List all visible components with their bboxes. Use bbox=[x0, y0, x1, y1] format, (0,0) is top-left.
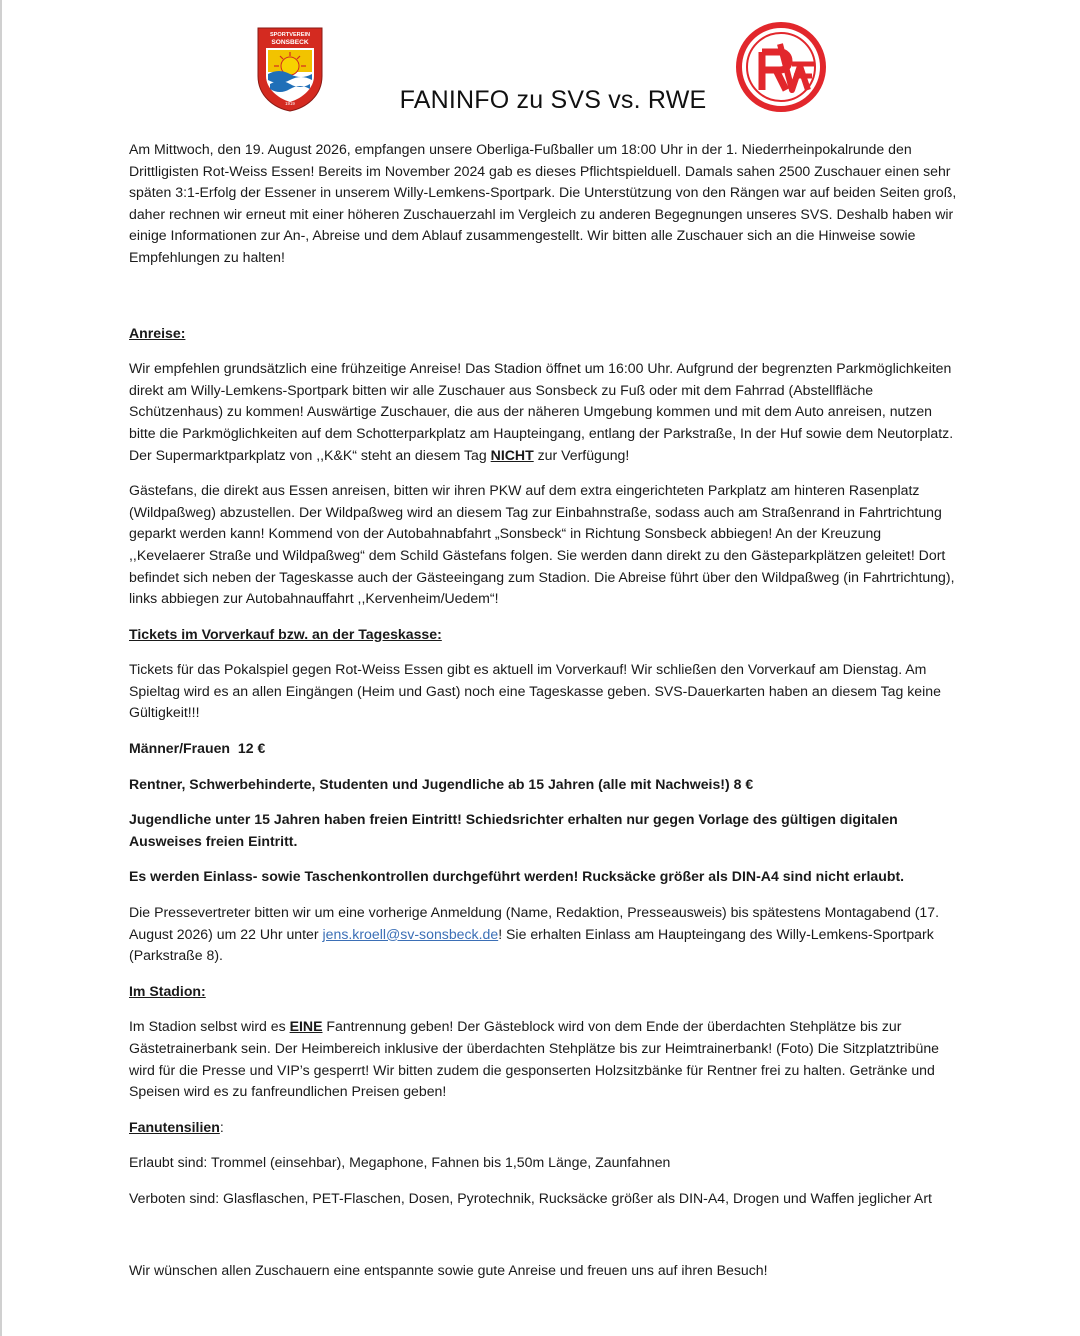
tickets-paragraph: Tickets für das Pokalspiel gegen Rot-Weiss Essen gibt es aktuell im Vorverkauf! Wir schließen den Vorverkauf am Dienstag. Am Spieltag wird es an allen Eingängen (Heim und Gast) noch eine Tageskasse geben. SVS-Dauerkarten haben an diesem Tag keine Gültigkeit!!! bbox=[129, 661, 941, 721]
stadion-emphasis: EINE bbox=[289, 1018, 323, 1035]
price-reduced: Rentner, Schwerbehinderte, Studenten und Jugendliche ab 15 Jahren (alle mit Nachweis!) 8 € bbox=[129, 775, 754, 792]
price-adults: Männer/Frauen 12 € bbox=[129, 740, 266, 757]
anreise-p1-text: Wir empfehlen grundsätzlich eine frühzeitige Anreise! Das Stadion öffnet um 16:00 Uhr. Aufgrund der begrenzten Parkmöglichkeiten direkt am Willy-Lemkens-Sportpark bitten wir alle Zuschauer aus Sonsbeck zu Fuß oder mit dem Fahrrad (Abstellfläche Schützenhaus) zu kommen! Auswärtige Zuschauer, die aus der näheren Umgebung kommen und mit dem Auto anreisen, nutzen bitte die Parkmöglichkeiten auf dem Schotterparkplatz am Haupteingang, entlang der Parkstraße, In der Huf sowie dem Neutorplatz. Der Supermarktparkplatz von ,,K&K“ steht an diesem Tag bbox=[129, 360, 954, 463]
press-paragraph bbox=[129, 902, 957, 967]
press-text-end: ! Sie erhalten Einlass am Haupteingang des Willy-Lemkens-Sportpark (Parkstraße 8). bbox=[129, 925, 934, 964]
anreise-paragraph-2: Gästefans, die direkt aus Essen anreisen, bitten wir ihren PKW auf dem extra eingerichteten Parkplatz am hinteren Rasenplatz (Wildpaßweg) abzustellen. Der Wildpaßweg wird an diesem Tag zur Einbahnstraße, sodass auch am Straßenrand in Fahrtrichtung geparkt werden kann! Kommend von der Autobahnabfahrt „Sonsbeck“ in Richtung Sonsbeck abbiegen! An der Kreuzung ,,Kevelaerer Straße und Wildpaßweg“ dem Schild Gästefans folgen. Sie werden dann direkt zu den Gästeparkplätzen geleitet! Dort befindet sich neben der Tageskasse auch der Gästeeingang zum Stadion. Die Abreise führt über den Wildpaßweg (in Fahrtrichtung), links abbiegen zur Autobahnauffahrt ,,Kervenheim/Uedem“! bbox=[129, 482, 955, 607]
fanutensilien-colon: : bbox=[219, 1118, 224, 1135]
intro-paragraph: Am Mittwoch, den 19. August 2026, empfangen unsere Oberliga-Fußballer um 18:00 Uhr in der 1. Niederrheinpokalrunde den Drittligisten Rot-Weiss Essen! Bereits im November 2024 gab es dieses Pflichtspielduell. Damals sahen 2500 Zuschauer einen sehr späten 3:1-Erfolg der Essener in unserem Willy-Lemkens-Sportpark. Die Unterstützung von den Rängen war auf beiden Seiten groß, daher rechnen wir erneut mit einer höheren Zuschauerzahl im Vergleich zu anderen Begegnungen unseres SVS. Deshalb haben wir einige Informationen zur An-, Abreise und dem Ablauf zusammengestellt. Wir bitten alle Zuschauer sich an die Hinweise sowie Empfehlungen zu halten! bbox=[129, 141, 957, 265]
press-text: Die Pressevertreter bitten wir um eine vorherige Anmeldung (Name, Redaktion, Presseausweis) bis spätestens Montagabend (17. August 2026) um 22 Uhr unter bbox=[129, 904, 940, 942]
svs-logo-year: 1919 bbox=[285, 101, 295, 106]
allowed-items: Erlaubt sind: Trommel (einsehbar), Megaphone, Fahnen bis 1,50m Länge, Zaunfahnen bbox=[129, 1154, 671, 1171]
stadion-paragraph bbox=[129, 1016, 957, 1102]
press-email-link[interactable]: jens.kroell@sv-sonsbeck.de bbox=[322, 925, 499, 942]
closing-line: Wir wünschen allen Zuschauern eine entspannte sowie gute Anreise und freuen uns auf ihren Besuch! bbox=[129, 1261, 768, 1278]
page-title: FANINFO zu SVS vs. RWE bbox=[399, 86, 707, 114]
stadion-text-end: Fantrennung geben! Der Gästeblock wird von dem Ende der überdachten Stehplätze bis zur Gästetrainerbank sein. Der Heimbereich inklusive der überdachten Stehplätze bis zur Heimtrainerbank! (Foto) Die Sitzplatztribüne wird für die Presse und VIP’s gesperrt! Wir bitten zudem die gesponserten Holzsitzbänke für Rentner frei zu halten. Getränke und Speisen wird es zu fanfreundlichen Preisen geben! bbox=[129, 1018, 939, 1100]
page-edge bbox=[0, 0, 2, 1336]
anreise-paragraph-1 bbox=[129, 358, 957, 466]
fanutensilien-heading-line bbox=[129, 1117, 957, 1139]
tickets-heading: Tickets im Vorverkauf bzw. an der Tageskasse: bbox=[129, 625, 442, 642]
free-entry-note: Jugendliche unter 15 Jahren haben freien Eintritt! Schiedsrichter erhalten nur gegen Vorlage des gültigen digitalen Ausweises freien Eintritt. bbox=[129, 811, 898, 849]
forbidden-items: Verboten sind: Glasflaschen, PET-Flaschen, Dosen, Pyrotechnik, Rucksäcke größer als DIN-A4, Drogen und Waffen jeglicher Art bbox=[129, 1189, 932, 1206]
stadion-text: Im Stadion selbst wird es bbox=[129, 1018, 290, 1035]
document-body bbox=[129, 139, 957, 1281]
stadion-heading: Im Stadion: bbox=[129, 982, 206, 999]
anreise-p1-emphasis: NICHT bbox=[490, 446, 534, 463]
controls-note: Es werden Einlass- sowie Taschenkontrollen durchgeführt werden! Rucksäcke größer als DIN-A4 sind nicht erlaubt. bbox=[129, 868, 905, 885]
svs-logo-line1: SPORTVEREIN bbox=[269, 32, 311, 38]
svs-logo-line2: SONSBECK bbox=[271, 39, 309, 46]
anreise-p1-end: zur Verfügung! bbox=[533, 446, 630, 463]
fanutensilien-heading: Fanutensilien bbox=[129, 1118, 220, 1135]
anreise-heading: Anreise: bbox=[129, 324, 186, 341]
